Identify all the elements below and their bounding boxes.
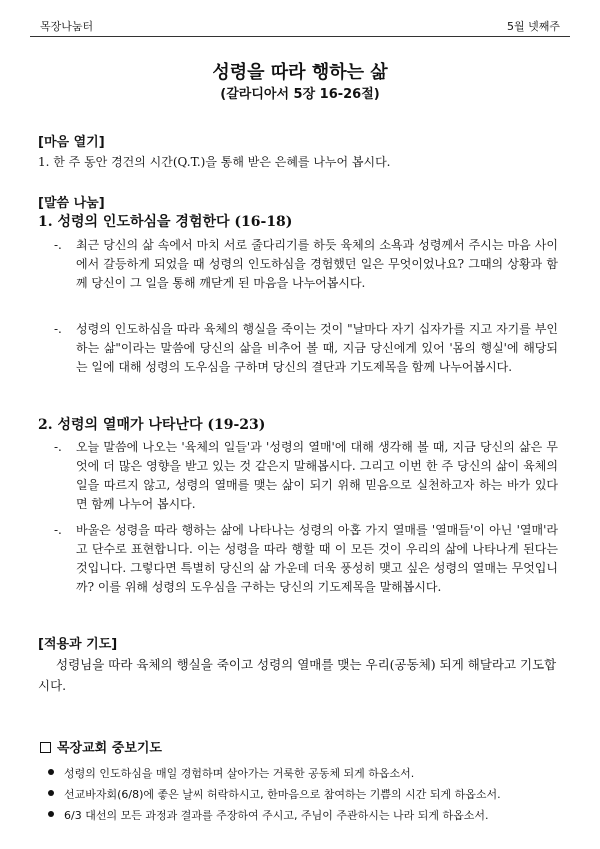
question-text: 최근 당신의 삶 속에서 마치 서로 줄다리기를 하듯 육체의 소욕과 성령께서 주시는 마음 사이에서 갈등하게 되었을 때 성령의 인도하심을 경험했던 일은 무엇이었나요? 그때의 상황과 함께 당신이 그 일을 통해 깨닫게 된 마음을 나누어봅시다. bbox=[76, 238, 558, 290]
bullet-icon bbox=[48, 790, 54, 796]
bullet-icon bbox=[48, 811, 54, 817]
question-text: 바울은 성령을 따라 행하는 삶에 나타나는 성령의 아홉 가지 열매를 '열매들'이 아닌 '열매'라고 단수로 표현합니다. 이는 성령을 따라 행할 때 이 모든 것이 우리의 삶에 나타나게 된다는 것입니다. 그렇다면 특별히 당신의 삶 가운데 더욱 풍성히 맺고 싶은 성령의 열매는 무엇입니까? 이를 위해 성령의 도우심을 구하는 당신의 기도제목을 말해봅시다. bbox=[76, 523, 558, 594]
word-sharing-heading: [말씀 나눔] bbox=[38, 196, 105, 211]
list-item bbox=[48, 786, 501, 807]
prayer-list bbox=[48, 765, 501, 828]
prayer-item-text: 6/3 대선의 모든 과정과 결과를 주장하여 주시고, 주님이 주관하시는 나라 되게 하옵소서. bbox=[64, 809, 489, 822]
apply-heading: [적용과 기도] bbox=[38, 637, 118, 652]
list-item bbox=[48, 765, 501, 786]
section-1-question-2: -. 성령의 인도하심을 따라 육체의 행실을 죽이는 것이 "날마다 자기 십자가를 지고 자기를 부인하는 삶"이라는 말씀에 당신의 삶을 비추어 볼 때, 지금 당신에게 있어 '몸의 행실'에 해당되는 일에 대해 성령의 도우심을 구하며 당신의 결단과 기도제목을 함께 나누어봅시다. bbox=[54, 320, 558, 377]
section-2-question-1: -. 오늘 말씀에 나오는 '육체의 일들'과 '성령의 열매'에 대해 생각해 볼 때, 지금 당신의 삶은 무엇에 더 많은 영향을 받고 있는 것 같은지 말해봅시다. 그리고 이번 한 주 당신의 삶이 육체의 일을 따르지 않고, 성령의 열매를 맺는 삶이 되기 위해 믿음으로 실천하고자 하는 바가 있다면 함께 나누어 봅시다. bbox=[54, 438, 558, 514]
prayer-item-text: 성령의 인도하심을 매일 경험하며 살아가는 거룩한 공동체 되게 하옵소서. bbox=[64, 767, 415, 780]
header-category: 목장나눔터 bbox=[40, 20, 94, 33]
bullet-icon bbox=[48, 769, 54, 775]
scripture-reference: (갈라디아서 5장 16-26절) bbox=[220, 87, 380, 102]
prayer-heading bbox=[40, 737, 162, 756]
page-header bbox=[30, 12, 570, 37]
question-text: 성령의 인도하심을 따라 육체의 행실을 죽이는 것이 "날마다 자기 십자가를 지고 자기를 부인하는 삶"이라는 말씀에 당신의 삶을 비추어 볼 때, 지금 당신에게 있어 '몸의 행실'에 해당되는 일에 대해 성령의 도우심을 구하며 당신의 결단과 기도제목을 함께 나누어봅시다. bbox=[76, 322, 558, 374]
header-week: 5월 넷째주 bbox=[507, 20, 560, 33]
section-1-title: 1. 성령의 인도하심을 경험한다 (16-18) bbox=[38, 214, 293, 230]
section-1-question-1: -. 최근 당신의 삶 속에서 마치 서로 줄다리기를 하듯 육체의 소욕과 성령께서 주시는 마음 사이에서 갈등하게 되었을 때 성령의 인도하심을 경험했던 일은 무엇이었나요? 그때의 상황과 함께 당신이 그 일을 통해 깨닫게 된 마음을 나누어봅시다. bbox=[54, 236, 558, 293]
question-text: 오늘 말씀에 나오는 '육체의 일들'과 '성령의 열매'에 대해 생각해 볼 때, 지금 당신의 삶은 무엇에 더 많은 영향을 받고 있는 것 같은지 말해봅시다. 그리고 이번 한 주 당신의 삶이 육체의 일을 따르지 않고, 성령의 열매를 맺는 삶이 되기 위해 믿음으로 실천하고자 하는 바가 있다면 함께 나누어 봅시다. bbox=[76, 440, 558, 511]
section-2-question-2: -. 바울은 성령을 따라 행하는 삶에 나타나는 성령의 아홉 가지 열매를 '열매들'이 아닌 '열매'라고 단수로 표현합니다. 이는 성령을 따라 행할 때 이 모든 것이 우리의 삶에 나타나게 된다는 것입니다. 그렇다면 특별히 당신의 삶 가운데 더욱 풍성히 맺고 싶은 성령의 열매는 무엇입니까? 이를 위해 성령의 도우심을 구하는 당신의 기도제목을 말해봅시다. bbox=[54, 521, 558, 597]
open-heart-question: 1. 한 주 동안 경건의 시간(Q.T.)을 통해 받은 은혜를 나누어 봅시다. bbox=[38, 155, 391, 169]
prayer-item-text: 선교바자회(6/8)에 좋은 날씨 허락하시고, 한마음으로 참여하는 기쁨의 시간 되게 하옵소서. bbox=[64, 788, 501, 801]
prayer-heading-label: 목장교회 중보기도 bbox=[57, 741, 162, 756]
page-title: 성령을 따라 행하는 삶 bbox=[212, 62, 388, 83]
list-item bbox=[48, 807, 501, 828]
section-2-title: 2. 성령의 열매가 나타난다 (19-23) bbox=[38, 417, 266, 433]
apply-text: 성령님을 따라 육체의 행실을 죽이고 성령의 열매를 맺는 우리(공동체) 되게 해달라고 기도합시다. bbox=[38, 657, 557, 693]
open-heart-heading: [마음 열기] bbox=[38, 135, 105, 150]
checkbox-icon bbox=[40, 742, 51, 753]
